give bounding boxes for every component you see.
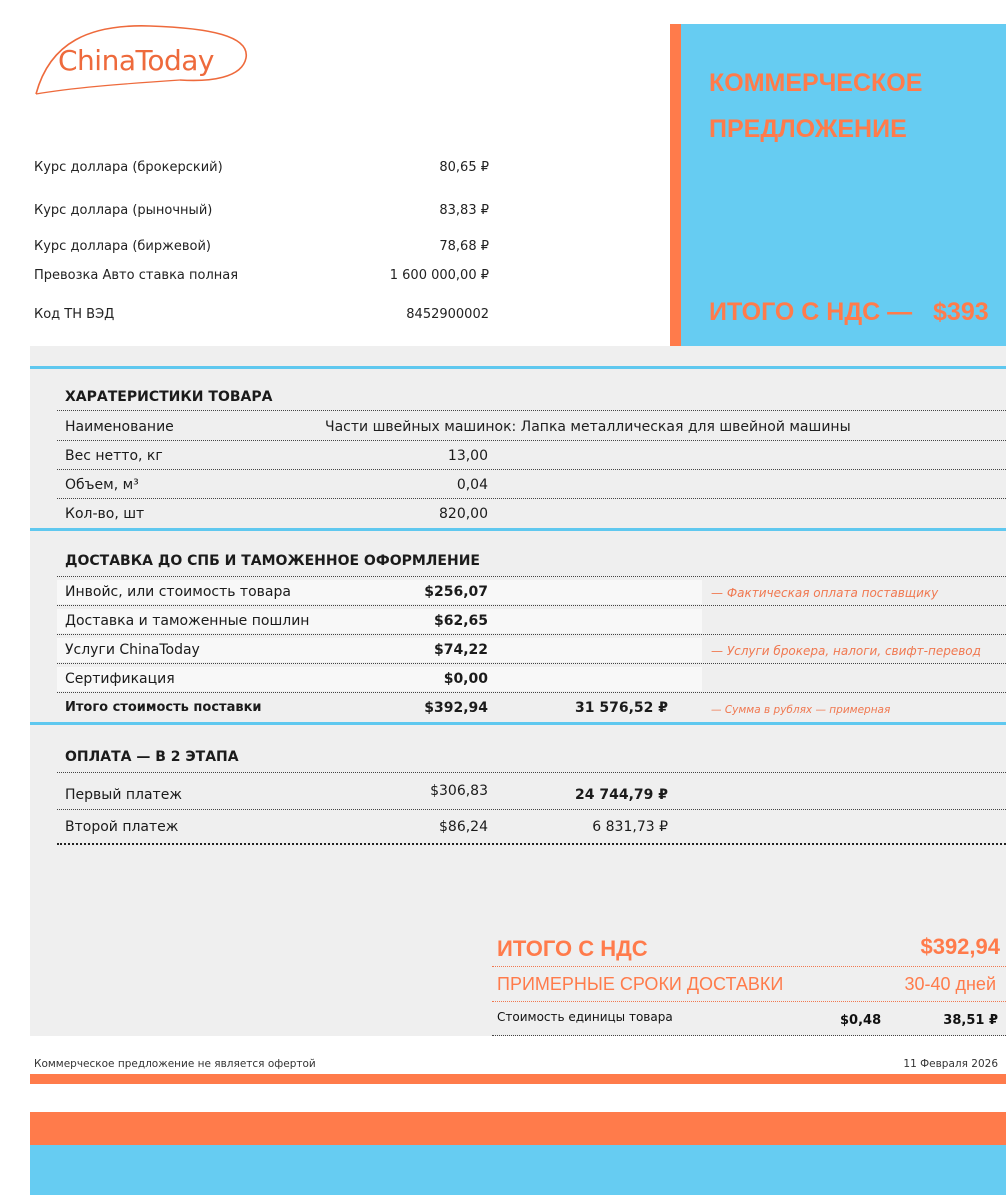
offer-title-line1: КОММЕРЧЕСКОЕ	[709, 69, 923, 97]
delivery-terms-value: 30-40 дней	[904, 974, 996, 994]
details-sheet	[30, 346, 1006, 1036]
rate-label-market: Курс доллара (рыночный)	[34, 203, 213, 218]
document-date: 11 Февраля 2026	[903, 1058, 998, 1070]
row-divider	[57, 498, 1006, 499]
rate-value-exchange: 78,68 ₽	[439, 239, 489, 254]
product-name-value: Части швейных машинок: Лапка металлическая для швейной машины	[325, 419, 851, 435]
services-usd: $74,22	[433, 642, 488, 658]
row-divider	[57, 809, 1006, 810]
volume-value: 0,04	[456, 477, 488, 493]
delivery-total-rub: 31 576,52 ₽	[575, 700, 668, 716]
offer-title-line2: ПРЕДЛОЖЕНИЕ	[709, 115, 907, 143]
row-divider	[57, 410, 1006, 411]
footer-stripe	[30, 1074, 1006, 1084]
logo-text: ChinaToday	[58, 44, 214, 77]
freight-label: Превозка Авто ставка полная	[34, 268, 239, 283]
unit-cost-label: Стоимость единицы товара	[497, 1010, 673, 1024]
hs-code-label: Код ТН ВЭД	[34, 307, 115, 322]
totals-divider	[492, 1001, 1006, 1002]
quantity-label: Кол-во, шт	[65, 506, 145, 522]
services-label: Услуги ChinaToday	[65, 642, 200, 658]
product-name-label: Наименование	[65, 419, 174, 435]
hs-code-value: 8452900002	[406, 307, 489, 322]
section-divider	[30, 366, 1006, 369]
offer-total-value: $393	[933, 298, 989, 326]
delivery-total-usd: $392,94	[424, 700, 488, 716]
unit-cost-rub: 38,51 ₽	[943, 1013, 998, 1028]
volume-label: Объем, м³	[65, 477, 139, 493]
row-divider	[57, 605, 1006, 606]
bottom-band-blue	[30, 1145, 1006, 1195]
second-payment-usd: $86,24	[439, 819, 488, 835]
first-payment-rub: 24 744,79 ₽	[575, 787, 668, 803]
rate-value-market: 83,83 ₽	[439, 203, 489, 218]
shipping-duties-usd: $62,65	[433, 613, 488, 629]
rate-value-broker: 80,65 ₽	[439, 160, 489, 175]
certification-usd: $0,00	[443, 671, 488, 687]
row-divider	[57, 843, 1006, 845]
invoice-label: Инвойс, или стоимость товара	[65, 584, 291, 600]
invoice-note: — Фактическая оплата поставщику	[711, 586, 939, 600]
row-divider	[57, 440, 1006, 441]
net-weight-label: Вес нетто, кг	[65, 448, 163, 464]
certification-label: Сертификация	[65, 671, 175, 687]
delivery-title: ДОСТАВКА ДО СПБ И ТАМОЖЕННОЕ ОФОРМЛЕНИЕ	[65, 553, 480, 569]
shipping-duties-label: Доставка и таможенные пошлин	[65, 613, 310, 629]
totals-divider	[492, 966, 1006, 967]
offer-title	[709, 60, 989, 152]
offer-total-label: ИТОГО С НДС —	[709, 298, 913, 326]
row-divider	[57, 692, 1006, 693]
first-payment-usd: $306,83	[430, 783, 488, 799]
bottom-band-orange	[30, 1112, 1006, 1145]
offer-total	[709, 298, 989, 327]
payment-title: ОПЛАТА — В 2 ЭТАПА	[65, 749, 239, 765]
invoice-usd: $256,07	[424, 584, 488, 600]
row-divider	[57, 576, 1006, 577]
disclaimer: Коммерческое предложение не является офертой	[34, 1058, 316, 1070]
delivery-total-note: — Сумма в рублях — примерная	[711, 704, 891, 716]
rate-label-broker: Курс доллара (брокерский)	[34, 160, 223, 175]
delivery-terms-label: ПРИМЕРНЫЕ СРОКИ ДОСТАВКИ	[497, 974, 784, 994]
section-divider	[30, 528, 1006, 531]
section-divider	[30, 722, 1006, 725]
grand-total-label: ИТОГО С НДС	[497, 936, 648, 961]
characteristics-title: ХАРАТЕРИСТИКИ ТОВАРА	[65, 389, 273, 405]
offer-panel-accent	[670, 24, 681, 346]
second-payment-rub: 6 831,73 ₽	[592, 819, 668, 835]
net-weight-value: 13,00	[447, 448, 488, 464]
first-payment-label: Первый платеж	[65, 787, 182, 803]
company-logo	[30, 22, 255, 102]
rate-label-exchange: Курс доллара (биржевой)	[34, 239, 211, 254]
row-divider	[57, 634, 1006, 635]
unit-cost-usd: $0,48	[840, 1013, 882, 1028]
grand-total-value: $392,94	[920, 934, 1000, 959]
row-divider	[57, 663, 1006, 664]
totals-divider	[492, 1035, 1006, 1036]
row-divider	[57, 772, 1006, 773]
row-divider	[57, 469, 1006, 470]
services-note: — Услуги брокера, налоги, свифт-перевод	[711, 644, 981, 658]
second-payment-label: Второй платеж	[65, 819, 179, 835]
delivery-total-label: Итого стоимость поставки	[65, 700, 262, 715]
freight-value: 1 600 000,00 ₽	[389, 268, 489, 283]
quantity-value: 820,00	[439, 506, 488, 522]
